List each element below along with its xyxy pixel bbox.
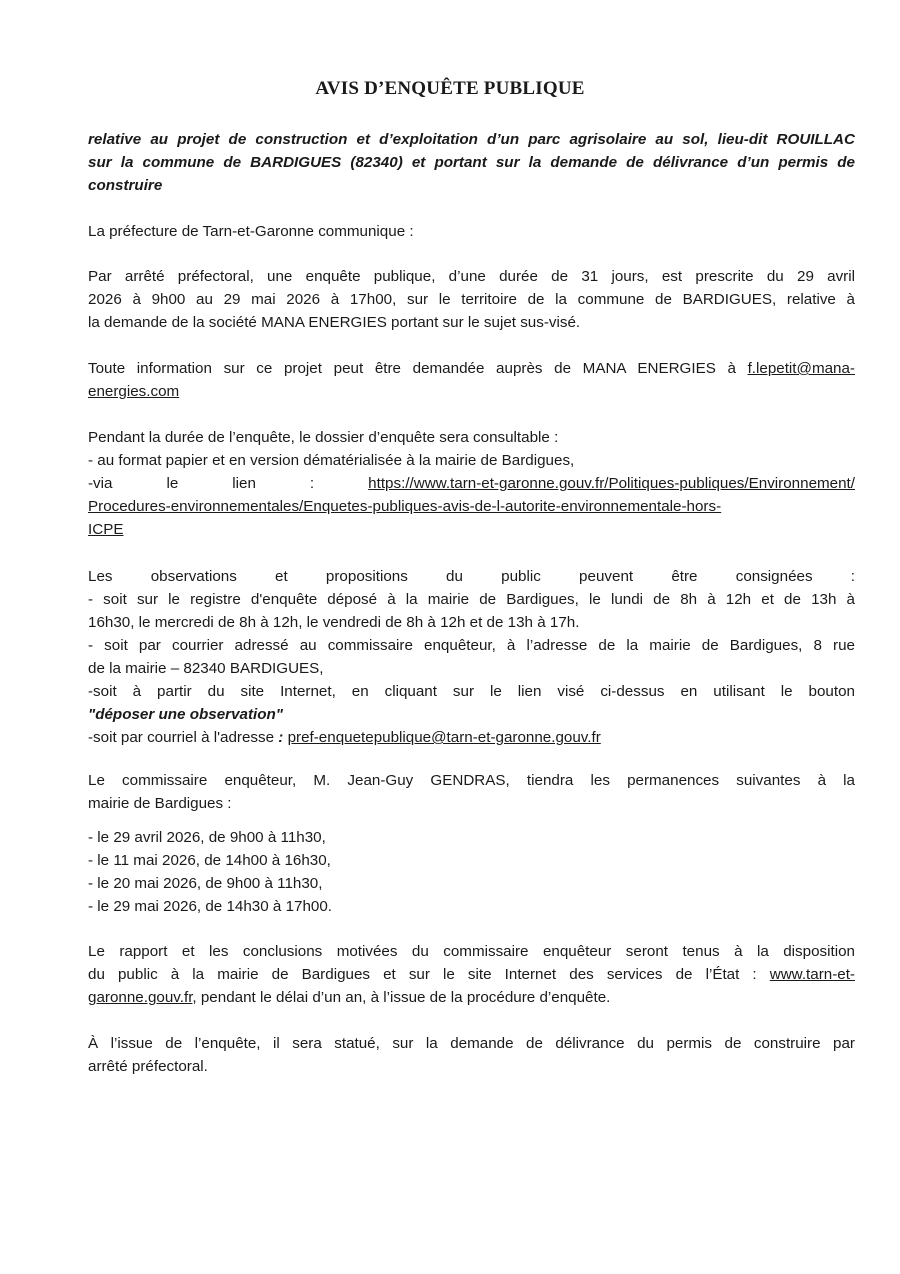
text-line: de la mairie – 82340 BARDIGUES,: [88, 660, 324, 677]
paragraph: [88, 426, 855, 541]
text-line: mairie de Bardigues :: [88, 795, 232, 812]
paragraph: [88, 128, 855, 197]
text-line: - le 20 mai 2026, de 9h00 à 11h30,: [88, 875, 323, 892]
text-segment: , pendant le délai d’un an, à l’issue de la procédure d’enquête.: [192, 989, 611, 1006]
text-line: - soit sur le registre d'enquête déposé à la mairie de Bardigues, le lundi de 8h à 12h et de 13h à: [88, 591, 855, 608]
paragraph: [88, 1032, 855, 1078]
text-line: - le 11 mai 2026, de 14h00 à 16h30,: [88, 852, 331, 869]
text-segment: -soit par courriel à l'adresse: [88, 729, 279, 746]
text-line: [88, 472, 855, 495]
paragraph: [88, 265, 855, 334]
text-line: [88, 963, 855, 986]
text-line: - au format papier et en version dématérialisée à la mairie de Bardigues,: [88, 452, 575, 469]
text-line: Les observations et propositions du public peuvent être consignées :: [88, 568, 855, 585]
paragraph: [88, 769, 855, 815]
text-line: construire: [88, 177, 163, 194]
text-line: - le 29 mai 2026, de 14h30 à 17h00.: [88, 898, 333, 915]
text-line: [88, 380, 855, 403]
link[interactable]: energies.com: [88, 383, 180, 400]
text-line: arrêté préfectoral.: [88, 1058, 208, 1075]
text-line: La préfecture de Tarn-et-Garonne communique :: [88, 223, 414, 240]
link[interactable]: f.lepetit@mana-: [747, 360, 855, 377]
text-line: À l’issue de l’enquête, il sera statué, sur la demande de délivrance du permis de construire par: [88, 1035, 855, 1052]
paragraph: [88, 220, 855, 243]
text-line: [88, 357, 855, 380]
text-line: la demande de la société MANA ENERGIES portant sur le sujet sus-visé.: [88, 314, 581, 331]
text-line: [88, 726, 855, 749]
paragraph: [88, 357, 855, 403]
text-line: [88, 986, 855, 1009]
page-title: AVIS D’ENQUÊTE PUBLIQUE: [315, 78, 585, 99]
text-segment: Toute information sur ce projet peut être demandée auprès de MANA ENERGIES à: [88, 360, 748, 377]
text-line: Le rapport et les conclusions motivées du commissaire enquêteur seront tenus à la disposition: [88, 943, 855, 960]
text-line: Pendant la durée de l’enquête, le dossier d’enquête sera consultable :: [88, 429, 559, 446]
text-line: [88, 495, 855, 518]
text-segment: "déposer une observation": [88, 706, 284, 723]
text-line: -soit à partir du site Internet, en cliquant sur le lien visé ci-dessus en utilisant le bouton: [88, 683, 855, 700]
link[interactable]: pref-enquetepublique@tarn-et-garonne.gouv.fr: [287, 729, 601, 746]
paragraph: [88, 565, 855, 749]
link[interactable]: Procedures-environnementales/Enquetes-publiques-avis-de-l-autorite-environnementale-hors-: [88, 498, 722, 515]
text-segment: du public à la mairie de Bardigues et sur le site Internet des services de l’État :: [88, 966, 770, 983]
link[interactable]: www.tarn-et-: [769, 966, 855, 983]
paragraph: [88, 940, 855, 1009]
text-line: [88, 703, 855, 726]
text-line: 2026 à 9h00 au 29 mai 2026 à 17h00, sur le territoire de la commune de BARDIGUES, relative à: [88, 291, 855, 308]
text-line: relative au projet de construction et d’exploitation d’un parc agrisolaire au sol, lieu-dit ROUILLAC: [88, 131, 855, 148]
link[interactable]: https://www.tarn-et-garonne.gouv.fr/Politiques-publiques/Environnement/: [368, 475, 855, 492]
text-line: Par arrêté préfectoral, une enquête publique, d’une durée de 31 jours, est prescrite du 29 avril: [88, 268, 855, 285]
text-line: - le 29 avril 2026, de 9h00 à 11h30,: [88, 829, 326, 846]
text-line: Le commissaire enquêteur, M. Jean-Guy GENDRAS, tiendra les permanences suivantes à la: [88, 772, 855, 789]
text-segment: :: [278, 729, 288, 746]
link[interactable]: ICPE: [88, 521, 124, 538]
paragraph: [88, 826, 855, 918]
link[interactable]: garonne.gouv.fr: [88, 989, 193, 1006]
text-line: - soit par courrier adressé au commissaire enquêteur, à l’adresse de la mairie de Bardigues, 8 rue: [88, 637, 855, 654]
text-line: sur la commune de BARDIGUES (82340) et portant sur la demande de délivrance d’un permis de: [88, 154, 855, 171]
text-line: [88, 518, 855, 541]
text-segment: -via le lien :: [88, 475, 369, 492]
text-line: 16h30, le mercredi de 8h à 12h, le vendredi de 8h à 12h et de 13h à 17h.: [88, 614, 580, 631]
